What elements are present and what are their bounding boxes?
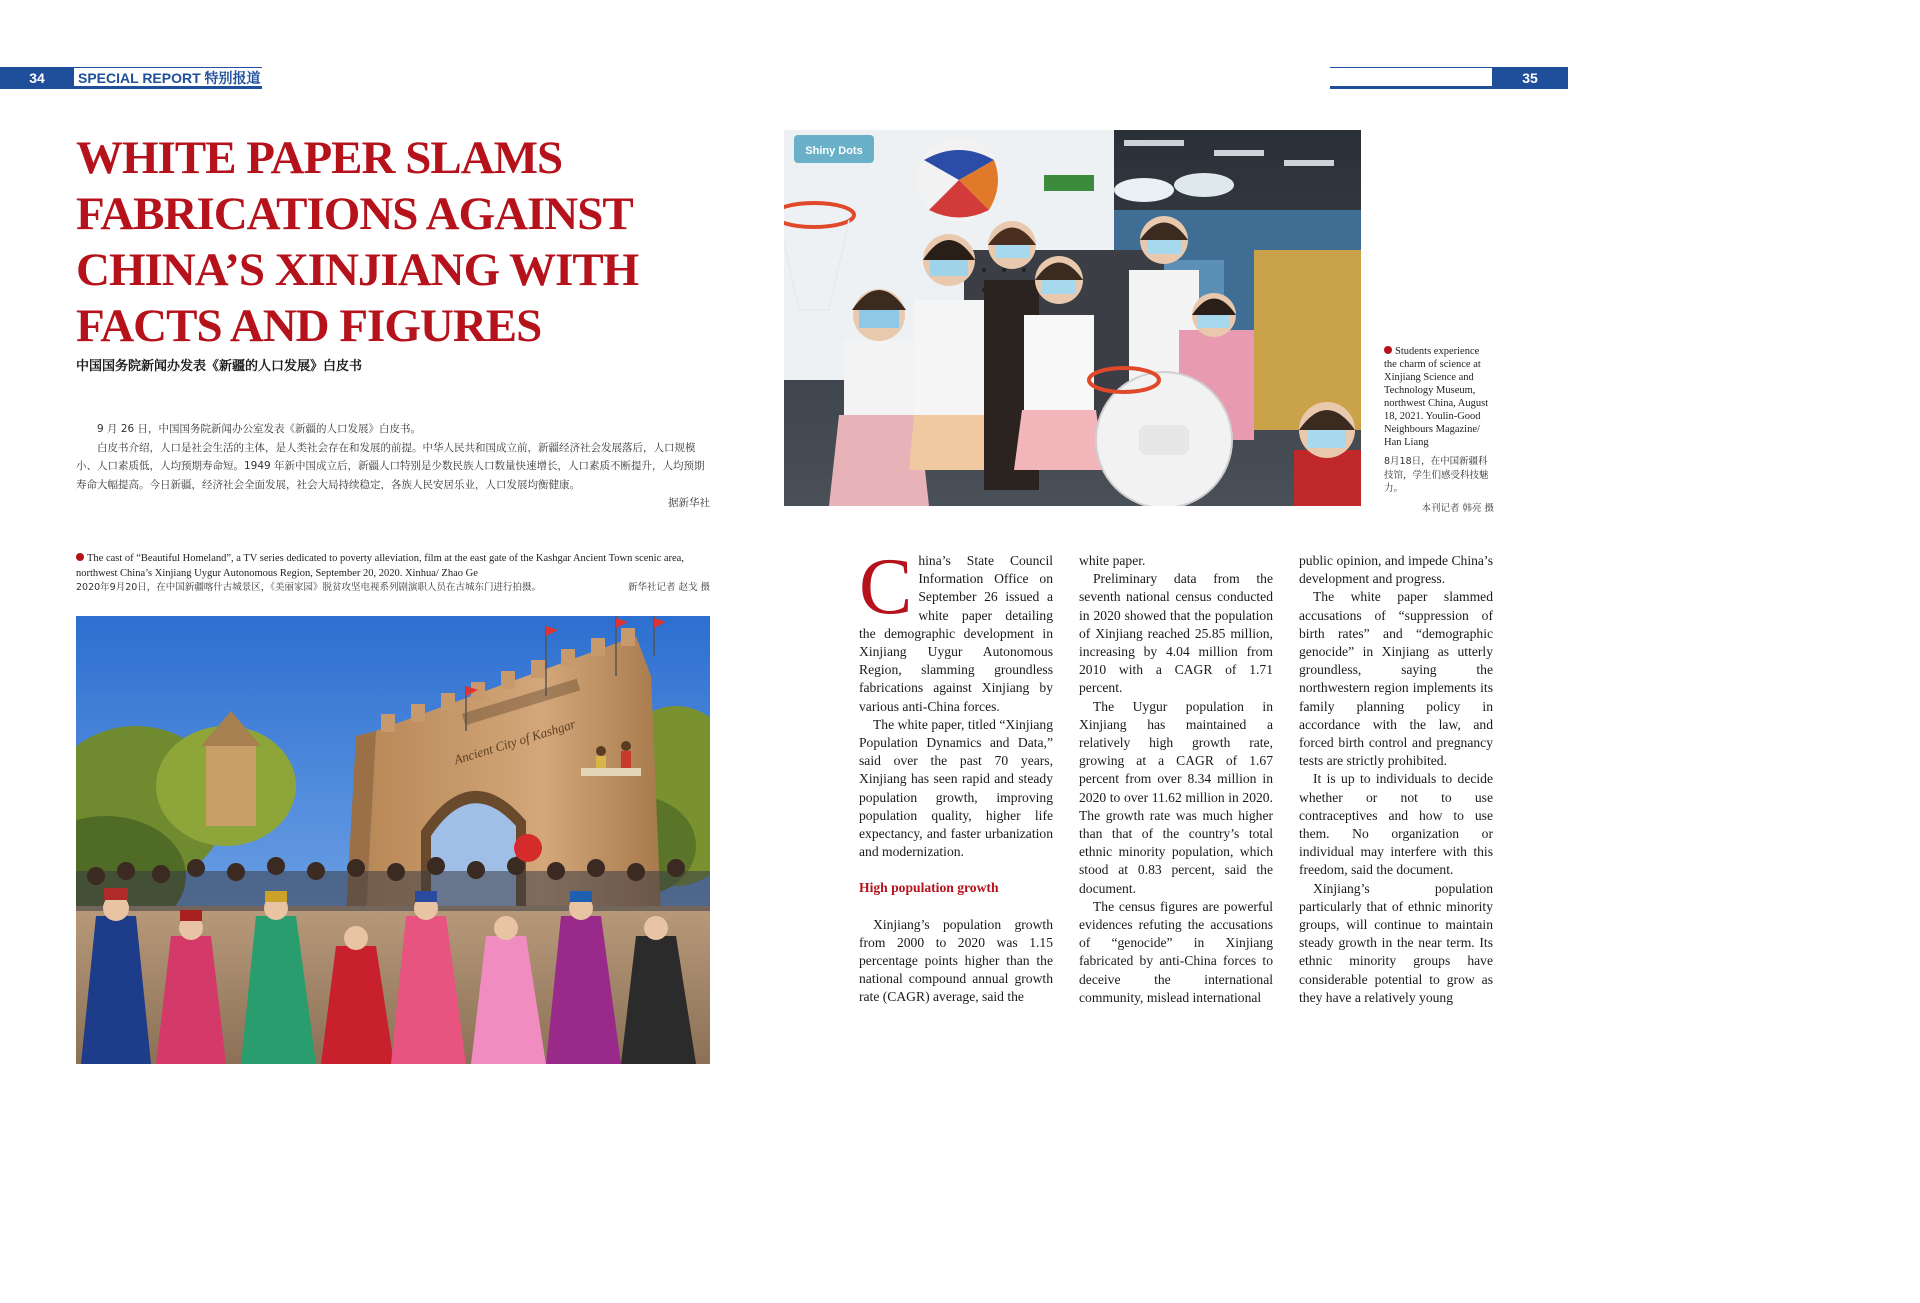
summary-paragraph: 9 月 26 日，中国国务院新闻办公室发表《新疆的人口发展》白皮书。 bbox=[97, 423, 422, 435]
body-paragraph: public opinion, and impede China’s development and progress. bbox=[1299, 553, 1493, 587]
body-paragraph: Xinjiang’s population growth from 2000 to 2020 was 1.15 percentage points higher than the national compound annual growth rate (CAGR) average, said the bbox=[859, 916, 1053, 1005]
caption-text-en: The cast of “Beautiful Homeland”, a TV series dedicated to poverty alleviation, film at the east gate of the Kashgar Ancient Town scenic area, northwest China’s Xinjiang Uygur Autonomous Region, September 20, 2020. Xinhua/ Zhao Ge bbox=[76, 553, 684, 579]
kashgar-gate-illustration bbox=[76, 616, 710, 1064]
body-paragraph: Preliminary data from the seventh national census conducted in 2020 showed that the population of Xinjiang reached 25.85 million, increasing by 4.04 million from 2010 with a CAGR of 1.71 percent. bbox=[1079, 571, 1273, 696]
page-header-left bbox=[0, 63, 262, 89]
body-paragraph: China’s State Council Information Office on September 26 issued a white paper detailing the demographic development in Xinjiang Uygur Autonomous Region, slamming groundless fabrications against Xinjiang by various anti-China forces. bbox=[859, 543, 1053, 714]
page-number-left: 34 bbox=[0, 67, 74, 89]
photo-caption-kashgar bbox=[76, 552, 710, 596]
caption-text-cn: 2020年9月20日，在中国新疆喀什古城景区，《美丽家园》脱贫攻坚电视系列剧演职人员在古城东门进行拍摄。 bbox=[76, 582, 542, 593]
chinese-summary bbox=[76, 420, 710, 513]
page-header-right bbox=[1330, 63, 1568, 89]
body-column-3 bbox=[1299, 552, 1493, 1007]
caption-credit: 本刊记者 韩亮 摄 bbox=[1421, 502, 1494, 514]
page-number-right: 35 bbox=[1492, 67, 1568, 89]
body-column-2 bbox=[1079, 552, 1273, 1007]
science-museum-illustration bbox=[784, 130, 1361, 506]
caption-bullet-icon bbox=[1384, 346, 1392, 354]
body-paragraph: The white paper, titled “Xinjiang Population Dynamics and Data,” said over the past 70 years, Xinjiang has seen rapid and steady population growth, improving population quality, higher life expectancy, and faster urbanization and modernization. bbox=[859, 716, 1053, 860]
drop-cap: C bbox=[859, 543, 913, 631]
body-paragraph: It is up to individuals to decide whether or not to use contraceptives and how to use them. No organization or individual may interfere with this freedom, said the document. bbox=[1299, 771, 1493, 878]
body-paragraph: The white paper slammed accusations of “suppression of birth rates” and “demographic genocide” in Xinjiang as utterly groundless, saying the northwestern region implements its family planning policy in accordance with the law, and forced birth control and pregnancy tests are strictly prohibited. bbox=[1299, 589, 1493, 769]
exhibit-sign-text: Shiny Dots bbox=[805, 145, 863, 157]
caption-bullet-icon bbox=[76, 553, 84, 561]
article-subtitle-cn: 中国国务院新闻办发表《新疆的人口发展》白皮书 bbox=[76, 359, 363, 374]
summary-source: 据新华社 bbox=[668, 497, 710, 509]
photo-science-museum bbox=[784, 130, 1361, 506]
body-paragraph: The census figures are powerful evidences refuting the accusations of “genocide” in Xinjiang fabricated by anti-China forces to deceive the international community, mislead international bbox=[1079, 898, 1273, 1005]
section-label: SPECIAL REPORT 特别报道 bbox=[78, 70, 261, 86]
body-paragraph: The Uygur population in Xinjiang has maintained a relatively high growth rate, growing at a CAGR of 1.67 percent from over 8.34 million in 2020 to over 11.62 million in 2020. The growth rate was much higher than that of the country’s total ethnic minority population, which stood at 0.83 percent, said the document. bbox=[1079, 698, 1273, 896]
gate-sign-text: Ancient City of Kashgar bbox=[452, 716, 578, 768]
photo-kashgar-gate bbox=[76, 616, 710, 1064]
body-paragraph: Xinjiang’s population particularly that of ethnic minority groups, will continue to maintain steady growth in the near term. Its ethnic minority groups have considerable potential to grow as they have a relatively young bbox=[1299, 880, 1493, 1005]
article-title: WHITE PAPER SLAMS FABRICATIONS AGAINST CHINA’S XINJIANG WITH FACTS AND FIGURES bbox=[76, 132, 639, 352]
body-paragraph: white paper. bbox=[1079, 553, 1146, 568]
caption-text-cn: 8月18日，在中国新疆科技馆，学生们感受科技魅力。 bbox=[1384, 456, 1489, 494]
section-subhead: High population growth bbox=[859, 880, 999, 896]
body-column-1 bbox=[859, 543, 1053, 1007]
summary-paragraph: 白皮书介绍，人口是社会生活的主体，是人类社会存在和发展的前提。中华人民共和国成立前，新疆经济社会发展落后，人口规模小、人口素质低，人均预期寿命短。1949 年新中国成立后，新疆人口特别是少数民族人口数量快速增长，人口素质不断提升，人均预期寿命大幅提高。今日新疆，经济社会全面发展，社会大局持续稳定，各族人民安居乐业，人口发展均衡健康。 bbox=[76, 441, 705, 491]
photo-caption-museum bbox=[1384, 345, 1494, 515]
caption-text-en: Students experience the charm of science at Xinjiang Science and Technology Museum, northwest China, August 18, 2021. Youlin-Good Neighbours Magazine/ Han Liang bbox=[1384, 346, 1489, 448]
caption-credit: 新华社记者 赵戈 摄 bbox=[627, 582, 710, 593]
